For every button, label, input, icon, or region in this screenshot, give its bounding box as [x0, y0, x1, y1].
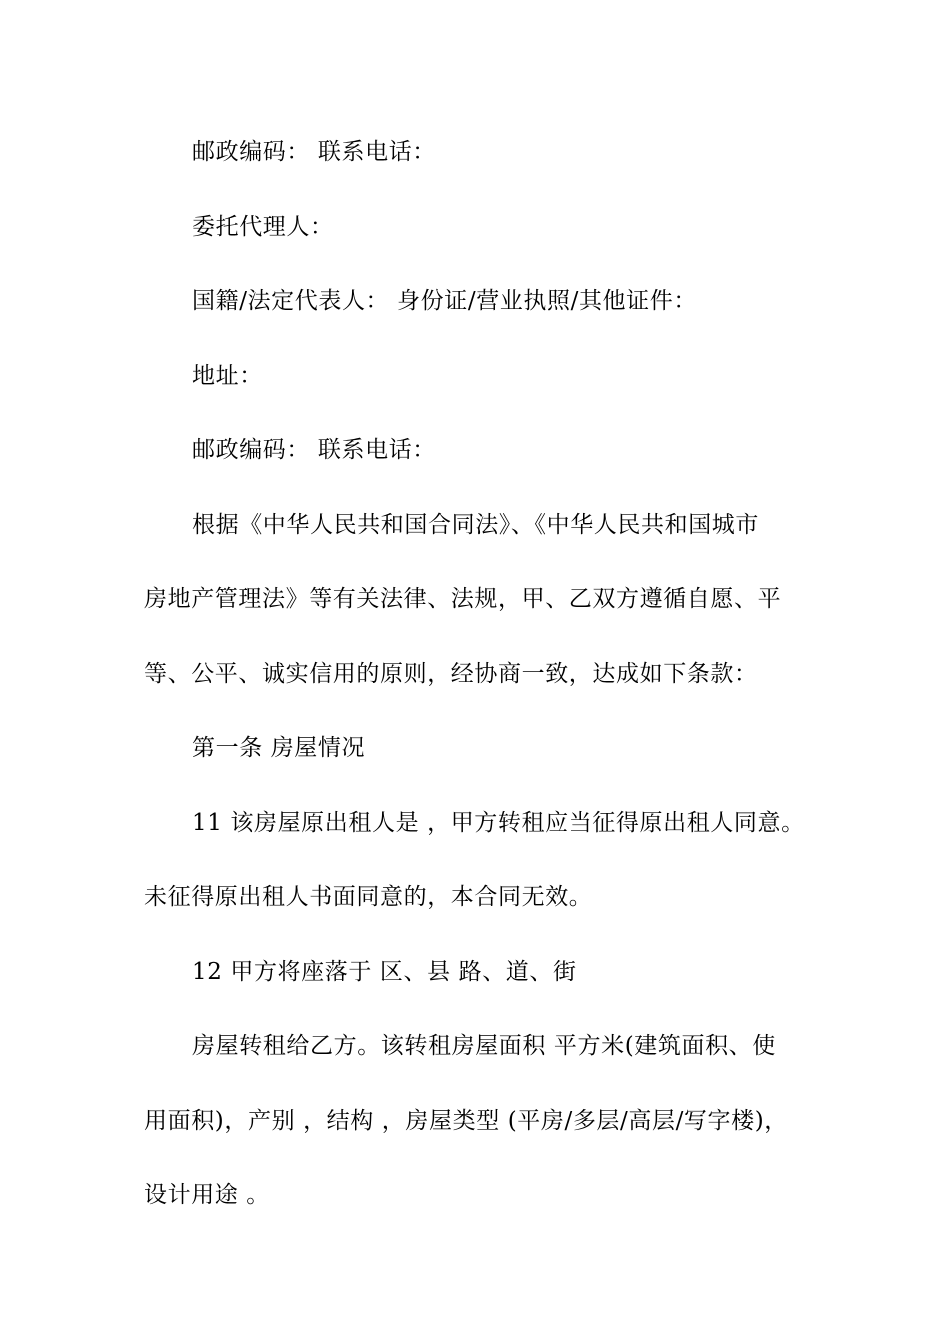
postal-code-phone-line-2: 邮政编码： 联系电话： — [192, 437, 436, 463]
legal-basis-paragraph-line-3: 等、公平、诚实信用的原则，经协商一致，达成如下条款： — [144, 661, 758, 687]
clause-12-line-3: 用面积)，产别 ，结构 ，房屋类型 (平房/多层/高层/写字楼)， — [144, 1108, 788, 1134]
postal-code-phone-line-1: 邮政编码： 联系电话： — [192, 139, 436, 165]
article-1-heading: 第一条 房屋情况 — [192, 735, 366, 761]
clause-11-line-1: 11 该房屋原出租人是 ，甲方转租应当征得原出租人同意。 — [192, 810, 805, 836]
clause-12-line-4: 设计用途 。 — [144, 1182, 270, 1208]
legal-basis-paragraph-line-1: 根据《中华人民共和国合同法》、《中华人民共和国城市 — [192, 512, 759, 538]
agent-line: 委托代理人： — [192, 214, 334, 240]
legal-basis-paragraph-line-2: 房地产管理法》等有关法律、法规，甲、乙双方遵循自愿、平 — [144, 586, 782, 612]
address-line: 地址： — [192, 363, 263, 389]
nationality-id-line: 国籍/法定代表人： 身份证/营业执照/其他证件： — [192, 288, 697, 314]
clause-12-line-2: 房屋转租给乙方。该转租房屋面积 平方米(建筑面积、使 — [192, 1033, 776, 1059]
clause-11-line-2: 未征得原出租人书面同意的，本合同无效。 — [144, 884, 593, 910]
clause-12-line-1: 12 甲方将座落于 区、县 路、道、街 — [192, 959, 577, 985]
